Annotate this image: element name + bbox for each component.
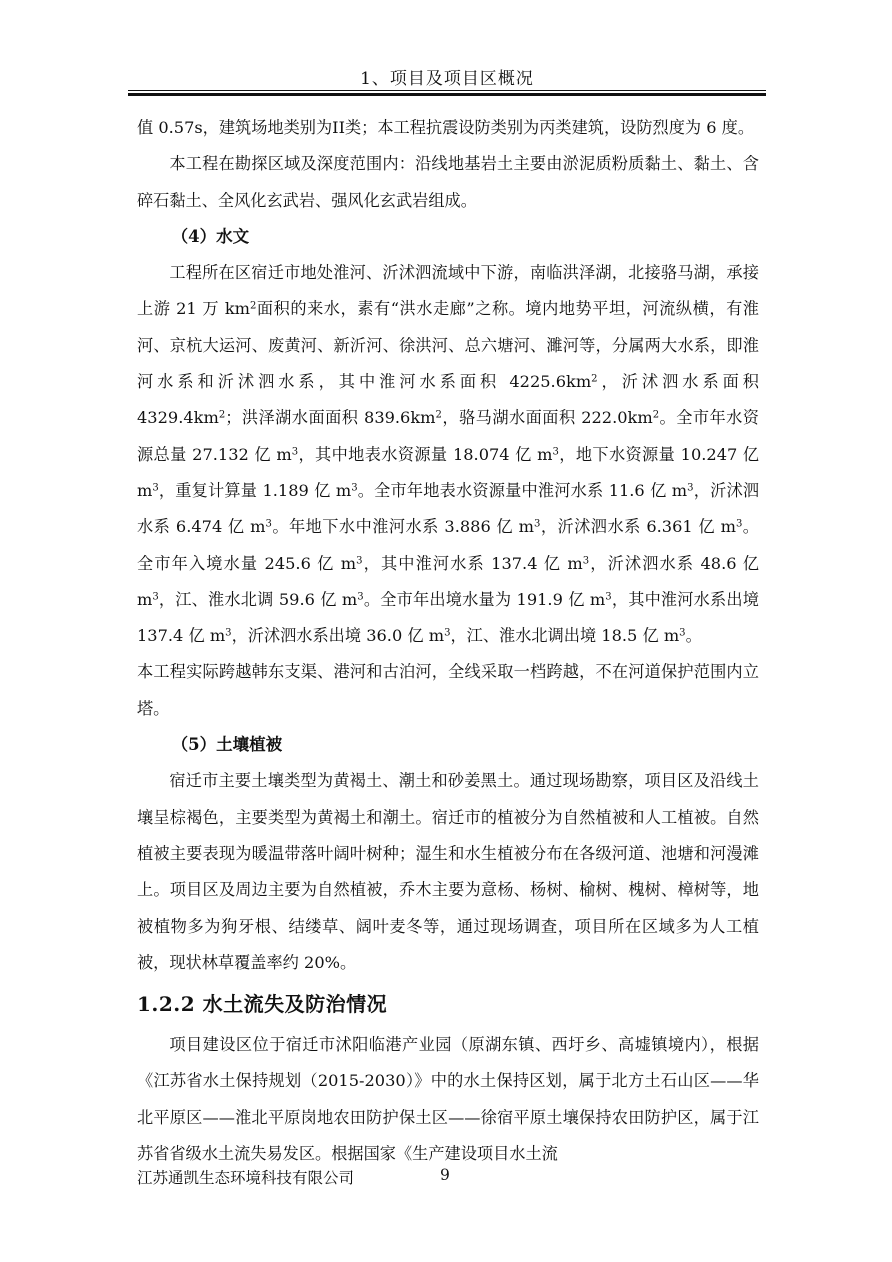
header-rule-thick	[128, 93, 766, 96]
soil-vegetation-heading: （5）土壤植被	[171, 735, 283, 755]
hydrology-paragraph: 工程所在区宿迁市地处淮河、沂沭泗流域中下游，南临洪泽湖，北接骆马湖，承接上游 21 万 $km^2$面积的来水，素有“洪水走廊”之称。境内地势平坦，河流纵横，有淮河、京杭大运河、废黄河、新沂河、徐洪河、总六塘河、濉河等，分属两大水系，即淮河水系和沂沭泗水系，其中淮河水系面积 $4225.6km^2$，沂沭泗水系面积 $4329.4km^2$；洪泽湖水面面积 $839.6km^2$，骆马湖水面面积 $222.0km^2$。全市年水资源总量 27.132 亿 $m^3$，其中地表水资源量 18.074 亿 $m^3$，地下水资源量 10.247 亿 $m^3$，重复计算量 1.189 亿 $m^3$。全市年地表水资源量中淮河水系 11.6 亿 $m^3$，沂沭泗水系 6.474 亿 $m^3$。年地下水中淮河水系 3.886 亿 $m^3$，沂沭泗水系 6.361 亿 $m^3$。全市年入境水量 245.6 亿 $m^3$，其中淮河水系 137.4 亿 $m^3$，沂沭泗水系 48.6 亿 $m^3$，江、淮水北调 59.6 亿 $m^3$。全市年出境水量为 191.9 亿 $m^3$，其中淮河水系出境 137.4 亿 $m^3$，沂沭泗水系出境 36.0 亿 $m^3$，江、淮水北调出境 18.5 亿 $m^3$。	[137, 263, 760, 646]
continued-paragraph: 值 0.57s，建筑场地类别为II类；本工程抗震设防类别为丙类建筑，设防烈度为 6 度。	[137, 118, 755, 137]
hydrology-heading: （4）水文	[171, 226, 250, 246]
footer-company: 江苏通凯生态环境科技有限公司	[137, 1169, 355, 1187]
section-title: 1.2.2 水土流失及防治情况	[137, 992, 388, 1017]
geology-paragraph: 本工程在勘探区域及深度范围内：沿线地基岩土主要由淤泥质粉质黏土、黏土、含碎石黏土、全风化玄武岩、强风化玄武岩组成。	[137, 154, 759, 210]
soil-vegetation-paragraph: 宿迁市主要土壤类型为黄褐土、潮土和砂姜黑土。通过现场勘察，项目区及沿线土壤呈棕褐色，主要类型为黄褐土和潮土。宿迁市的植被分为自然植被和人工植被。自然植被主要表现为暖温带落叶阔叶树种；湿生和水生植被分布在各级河道、池塘和河漫滩上。项目区及周边主要为自然植被，乔木主要为意杨、杨树、榆树、槐树、樟树等，地被植物多为狗牙根、结缕草、阔叶麦冬等，通过现场调查，项目所在区域多为人工植被，现状林草覆盖率约 20%。	[137, 771, 759, 972]
running-header: 1、项目及项目区概况	[360, 69, 534, 89]
crossing-paragraph: 本工程实际跨越韩东支渠、港河和古泊河，全线采取一档跨越，不在河道保护范围内立塔。	[137, 662, 759, 718]
header-rule-thin	[128, 90, 766, 91]
page-number: 9	[440, 1166, 450, 1184]
erosion-paragraph: 项目建设区位于宿迁市沭阳临港产业园（原湖东镇、西圩乡、高墟镇境内），根据《江苏省水土保持规划（2015-2030）》中的水土保持区划，属于北方土石山区——华北平原区——淮北平原岗地农田防护保土区——徐宿平原土壤保持农田防护区，属于江苏省省级水土流失易发区。根据国家《生产建设项目水土流	[137, 1035, 759, 1164]
body-text	[137, 110, 759, 1172]
